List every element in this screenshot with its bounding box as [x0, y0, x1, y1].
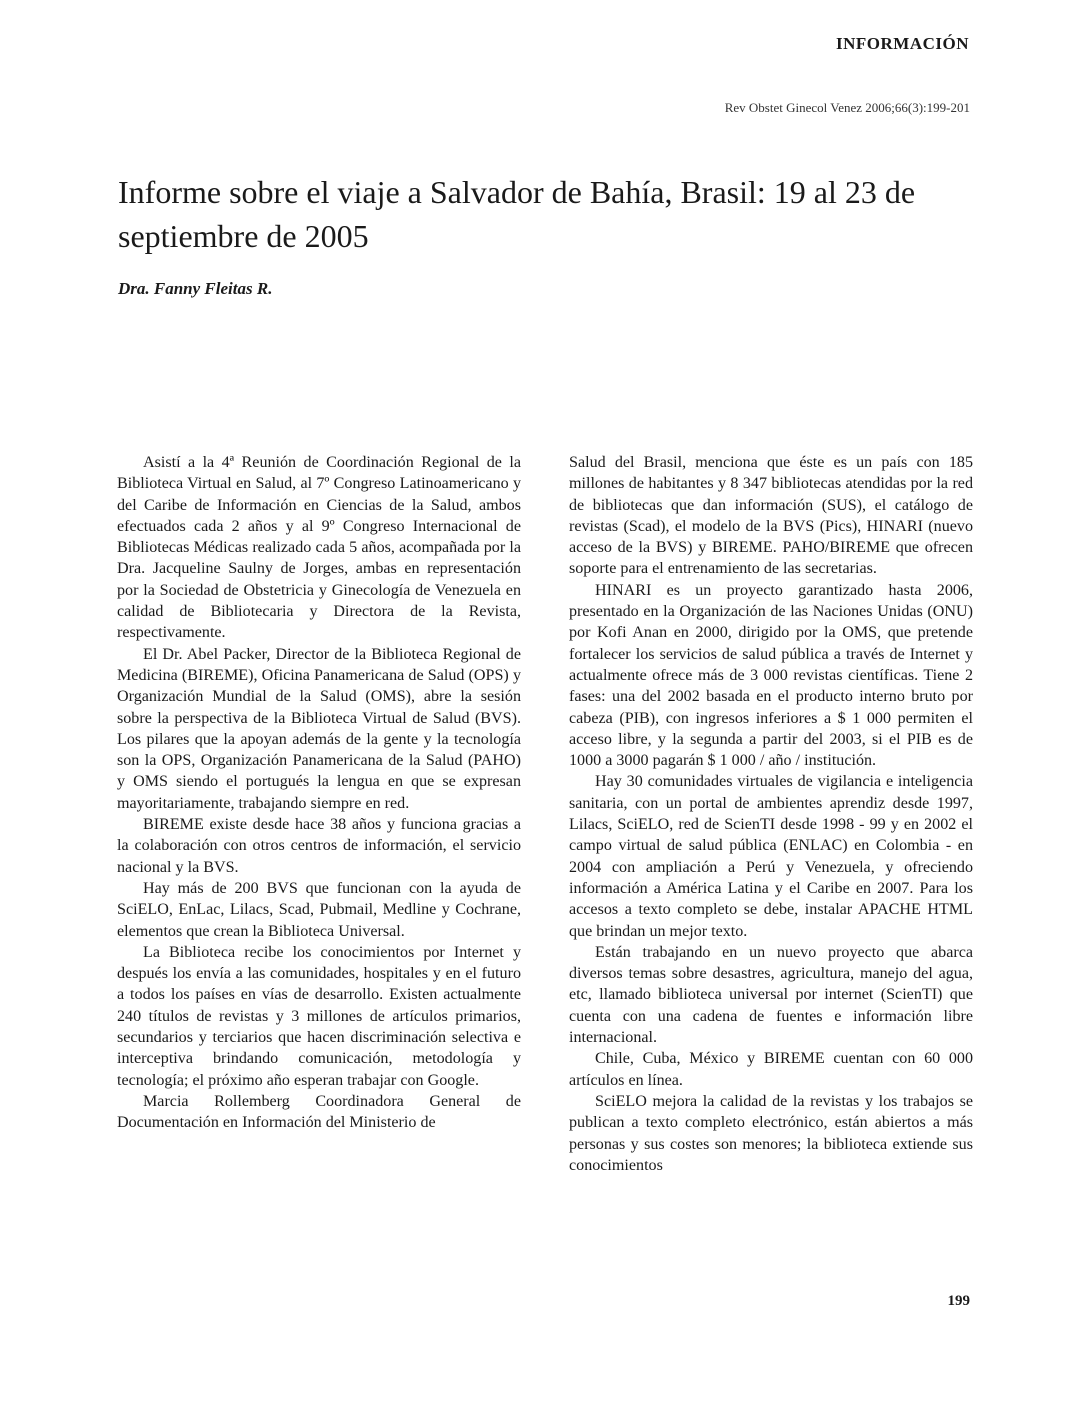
article-author: Dra. Fanny Fleitas R.	[118, 279, 273, 298]
paragraph-continued: Salud del Brasil, menciona que éste es un país con 185 millones de habitantes y 8 347 bibliotecas atendidas por la red de bibliotecas que dan información (SUS), el catálogo de revistas (Scad), el modelo de la BVS (Pics), HINARI (nuevo acceso de la BVS) y BIREME. PAHO/BIREME que ofrecen soporte para el entrenamiento de las secretarias.	[569, 454, 973, 578]
paragraph: Hay más de 200 BVS que funcionan con la ayuda de SciELO, EnLac, Lilacs, Scad, Pubmail, Medline y Cochrane, elementos que crean la Biblioteca Universal.	[117, 879, 521, 940]
body-column-right	[569, 452, 973, 1176]
paragraph: Marcia Rollemberg Coordinadora General de Documentación en Información del Ministerio de	[117, 1092, 521, 1132]
paragraph: Chile, Cuba, México y BIREME cuentan con 60 000 artículos en línea.	[569, 1050, 973, 1089]
section-label: INFORMACIÓN	[836, 34, 969, 53]
paragraph: Hay 30 comunidades virtuales de vigilancia e inteligencia sanitaria, con un portal de ambientes aprendiz desde 1997, Lilacs, SciELO, red de ScienTI desde 1998 - 99 y en 2002 el campo virtual de salud pública (ENLAC) en Colombia - en 2004 con ampliación a Perú y Venezuela, y ofreciendo información a América Latina y el Caribe en 2007. Para los accesos a texto completo se debe, instalar APACHE HTML que brindan un mejor texto.	[569, 773, 973, 940]
paragraph: SciELO mejora la calidad de la revistas y los trabajos se publican a texto completo electrónico, están abiertos a más personas y sus costes son menores; la biblioteca extiende sus conocimientos	[569, 1092, 973, 1174]
paragraph: El Dr. Abel Packer, Director de la Biblioteca Regional de Medicina (BIREME), Oficina Panamericana de Salud (OPS) y Organización Mundial de la Salud (OMS), abre la sesión sobre la perspectiva de la Biblioteca Virtual de Salud (BVS). Los pilares que la apoyan además de la gente y la tecnología son la OPS, Organización Panamericana de la Salud (PAHO) y OMS siendo el portugués la lengua en que se expresan mayoritariamente, trabajando siempre en red.	[117, 645, 521, 812]
paragraph: Están trabajando en un nuevo proyecto que abarca diversos temas sobre desastres, agricultura, manejo del agua, etc, llamado biblioteca universal por internet (ScienTI) que cuenta con una cadena de fuentes e información libre internacional.	[569, 943, 973, 1047]
body-column-left	[117, 452, 521, 1134]
paragraph: BIREME existe desde hace 38 años y funciona gracias a la colaboración con otros centros de información, el servicio nacional y la BVS.	[117, 816, 521, 876]
page-number: 199	[947, 1293, 970, 1309]
article-title: Informe sobre el viaje a Salvador de Bahía, Brasil: 19 al 23 de septiembre de 2005	[118, 174, 916, 254]
paragraph: Asistí a la 4ª Reunión de Coordinación Regional de la Biblioteca Virtual en Salud, al 7º Congreso Latinoamericano y del Caribe de Información en Ciencias de la Salud, ambos efectuados cada 2 años y al 9º Congreso Internacional de Bibliotecas Médicas realizado cada 5 años, acompañada por la Dra. Jacqueline Saulny de Jorges, ambas en representación por la Sociedad de Obstetricia y Ginecología de Venezuela en calidad de Bibliotecaria y Directora de la Revista, respectivamente.	[117, 454, 521, 642]
journal-citation: Rev Obstet Ginecol Venez 2006;66(3):199-201	[724, 100, 970, 115]
paragraph: La Biblioteca recibe los conocimientos por Internet y después los envía a las comunidades, hospitales y en el futuro a todos los países en vías de desarrollo. Existen actualmente 240 títulos de revistas y 3 millones de artículos primarios, secundarios y terciarios que hacen discriminación selectiva e interceptiva brindando comunicación, metodología y tecnología; el próximo año esperan trabajar con Google.	[117, 943, 521, 1089]
paragraph: HINARI es un proyecto garantizado hasta 2006, presentado en la Organización de las Naciones Unidas (ONU) por Kofi Anan en 2000, dirigido por la OMS, que pretende fortalecer los servicios de salud pública a través de Internet y actualmente ofrece más de 3 000 revistas científicas. Tiene 2 fases: una del 2002 basada en el producto interno bruto por cabeza (PIB), con ingresos inferiores a $ 1 000 permiten el acceso libre, y la segunda a partir del 2003, si el PIB es de 1000 a 3000 pagarán $ 1 000 / año / institución.	[569, 581, 973, 770]
